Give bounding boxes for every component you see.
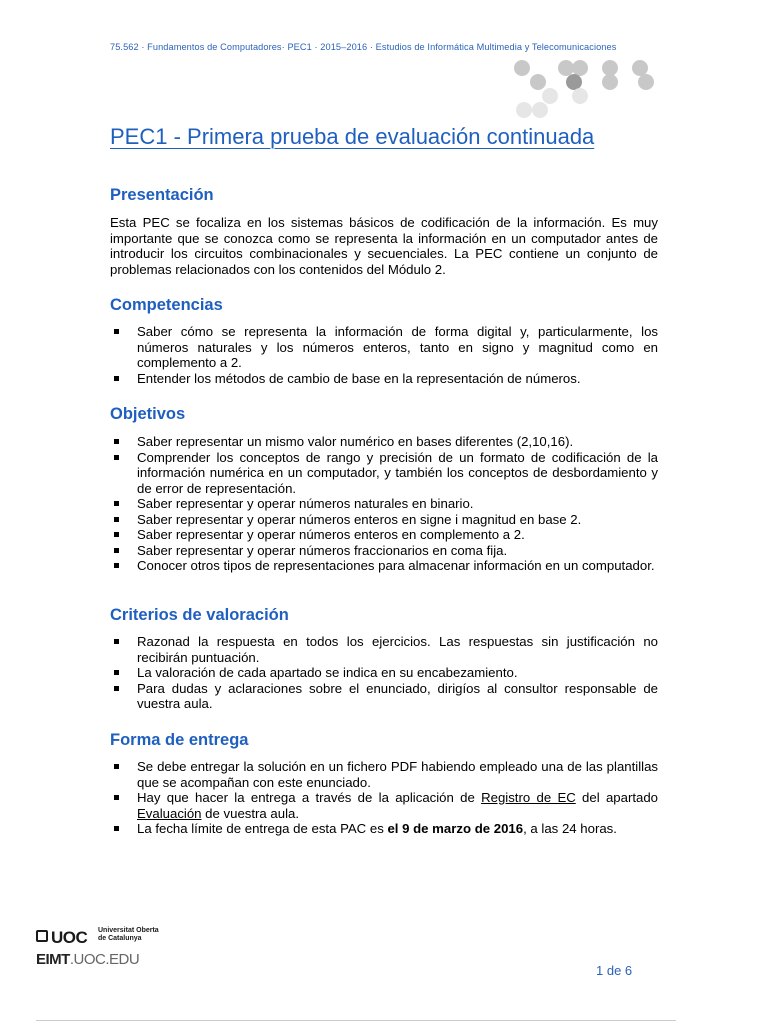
list-item: Saber representar y operar números enteros en signe i magnitud en base 2. (0, 512, 658, 528)
bullet-icon (114, 501, 119, 506)
list-item: Saber representar y operar números naturales en binario. (0, 496, 658, 512)
bullet-icon (114, 532, 119, 537)
registro-ec-link[interactable]: Registro de EC (481, 790, 576, 805)
bullet-icon (114, 639, 119, 644)
entrega-list (0, 759, 768, 837)
eimt-logo: EIMT.UOC.EDU (36, 951, 140, 968)
uoc-square-icon (36, 930, 48, 942)
deadline-date: el 9 de marzo de 2016 (387, 821, 524, 836)
competencias-list (0, 324, 768, 386)
list-item: Saber representar un mismo valor numérico en bases diferentes (2,10,16). (0, 434, 658, 450)
list-item: La valoración de cada apartado se indica en su encabezamiento. (0, 665, 658, 681)
list-item: Para dudas y aclaraciones sobre el enunciado, dirigíos al consultor responsable de vuestra aula. (0, 681, 658, 712)
heading-forma-entrega: Forma de entrega (110, 731, 249, 749)
bullet-icon (114, 517, 119, 522)
list-item: Saber representar y operar números fraccionarios en coma fija. (0, 543, 658, 559)
presentacion-paragraph: Esta PEC se focaliza en los sistemas básicos de codificación de la información. Es muy importante que se conozca como se representa la información en un computador antes de introducir los circuitos combinacionales y secuenciales. La PEC contiene un conjunto de problemas relacionados con los contenidos del Módulo 2. (110, 215, 658, 277)
footer-divider (36, 1020, 676, 1021)
uoc-logo: UOC Universitat Oberta de Catalunya (36, 924, 186, 948)
heading-criterios: Criterios de valoración (110, 606, 289, 624)
list-item: Saber representar y operar números enteros en complemento a 2. (0, 527, 658, 543)
evaluacion-link[interactable]: Evaluación (137, 805, 202, 821)
list-item: La fecha límite de entrega de esta PAC es el 9 de marzo de 2016, a las 24 horas. (0, 821, 658, 837)
page-number: 1 de 6 (596, 963, 633, 978)
bullet-icon (114, 439, 119, 444)
heading-competencias: Competencias (110, 296, 223, 314)
criterios-list (0, 634, 768, 712)
running-header: 75.562 · Fundamentos de Computadores· PEC1 · 2015–2016 · Estudios de Informática Multimedia y Telecomunicaciones (110, 42, 617, 52)
document-title: PEC1 - Primera prueba de evaluación continuada (110, 124, 595, 149)
bullet-icon (114, 376, 119, 381)
list-item: Conocer otros tipos de representaciones para almacenar información en un computador. (0, 558, 658, 574)
bullet-icon (114, 670, 119, 675)
list-item: Entender los métodos de cambio de base en la representación de números. (0, 371, 658, 387)
list-item: Hay que hacer la entrega a través de la aplicación de Registro de EC del apartado Evaluación de vuestra aula. (0, 790, 658, 821)
list-item: Saber cómo se representa la información de forma digital y, particularmente, los números naturales y los números enteros, tanto en signo y magnitud como en complemento a 2. (0, 324, 658, 371)
bullet-icon (114, 826, 119, 831)
heading-presentacion: Presentación (110, 186, 214, 204)
header-dots-decoration (506, 58, 656, 120)
list-item: Razonad la respuesta en todos los ejercicios. Las respuestas sin justificación no recibirán puntuación. (0, 634, 658, 665)
list-item: Se debe entregar la solución en un fichero PDF habiendo empleado una de las plantillas que se acompañan con este enunciado. (0, 759, 658, 790)
heading-objetivos: Objetivos (110, 405, 186, 423)
bullet-icon (114, 455, 119, 460)
bullet-icon (114, 329, 119, 334)
bullet-icon (114, 764, 119, 769)
bullet-icon (114, 795, 119, 800)
bullet-icon (114, 686, 119, 691)
list-item: Comprender los conceptos de rango y precisión de un formato de codificación de la información numérica en un computador, y también los conceptos de desbordamiento y de error de representación. (0, 450, 658, 497)
bullet-icon (114, 548, 119, 553)
bullet-icon (114, 563, 119, 568)
objetivos-list (0, 434, 768, 574)
